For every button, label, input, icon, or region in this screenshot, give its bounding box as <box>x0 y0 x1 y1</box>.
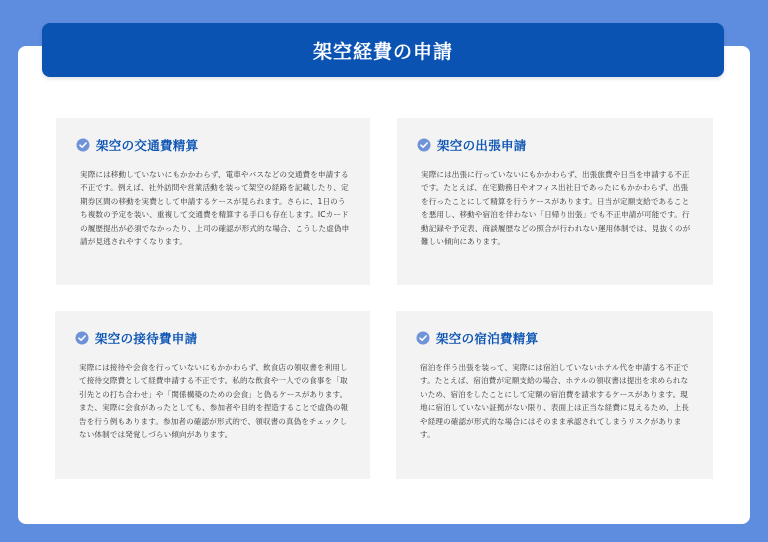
title-banner <box>42 23 724 77</box>
check-circle-icon <box>76 138 90 152</box>
section-title: 架空の接待費申請 <box>95 331 198 346</box>
section-body: 宿泊を伴う出張を装って、実際には宿泊していないホテル代を申請する不正です。たとえば、宿泊費が定額支給の場合、ホテルの領収書は提出を求められないため、宿泊をしたことにして定額の宿泊費を請求するケースがあります。現地に宿泊していない証拠がない限り、表面上は正当な経費に見えるため、上長や経理の確認が形式的な場合にはそのまま承認されてしまうリスクがあります。 <box>420 363 689 440</box>
section-header <box>417 136 693 154</box>
section-title: 架空の出張申請 <box>437 138 527 153</box>
section-title: 架空の宿泊費精算 <box>436 331 539 346</box>
section-card-lodging <box>396 311 713 479</box>
section-header <box>416 329 693 347</box>
check-circle-icon <box>417 138 431 152</box>
section-header <box>76 136 350 154</box>
page-title: 架空経費の申請 <box>312 40 453 63</box>
section-header <box>75 329 350 347</box>
section-card-business-trip <box>397 118 713 285</box>
section-body: 実際には移動していないにもかかわらず、電車やバスなどの交通費を申請する不正です。例えば、社外訪問や営業活動を装って架空の経路を記載したり、定期券区間の移動を実費として申請するケースが見られます。さらに、1日のうち複数の予定を装い、重複して交通費を精算する手口も存在します。ICカードの履歴提出が必須でなかったり、上司の確認が形式的な場合、こうした虚偽申請が見逃されやすくなります。 <box>80 170 350 247</box>
section-body: 実際には出張に行っていないにもかかわらず、出張旅費や日当を申請する不正です。たとえば、在宅勤務日やオフィス出社日であったにもかかわらず、出張を行ったことにして精算を行うケースがあります。日当が定額支給であることを悪用し、移動や宿泊を伴わない「日帰り出張」でも不正申請が可能です。行動記録や予定表、商談履歴などの照合が行われない運用体制では、見抜くのが難しい傾向にあります。 <box>421 170 691 247</box>
check-circle-icon <box>416 331 430 345</box>
section-card-transport <box>56 118 370 285</box>
section-card-entertainment <box>55 311 370 479</box>
check-circle-icon <box>75 331 89 345</box>
section-body: 実際には接待や会食を行っていないにもかかわらず、飲食店の領収書を利用して接待交際費として経費申請する不正です。私的な飲食や一人での食事を「取引先との打ち合わせ」や「関係構築のための会食」と偽るケースがあります。また、実際に会食があったとしても、参加者や目的を捏造することで虚偽の報告を行う例もあります。参加者の確認が形式的で、領収書の真偽をチェックしない体制では発覚しづらい傾向があります。 <box>79 363 349 440</box>
section-title: 架空の交通費精算 <box>96 138 199 153</box>
